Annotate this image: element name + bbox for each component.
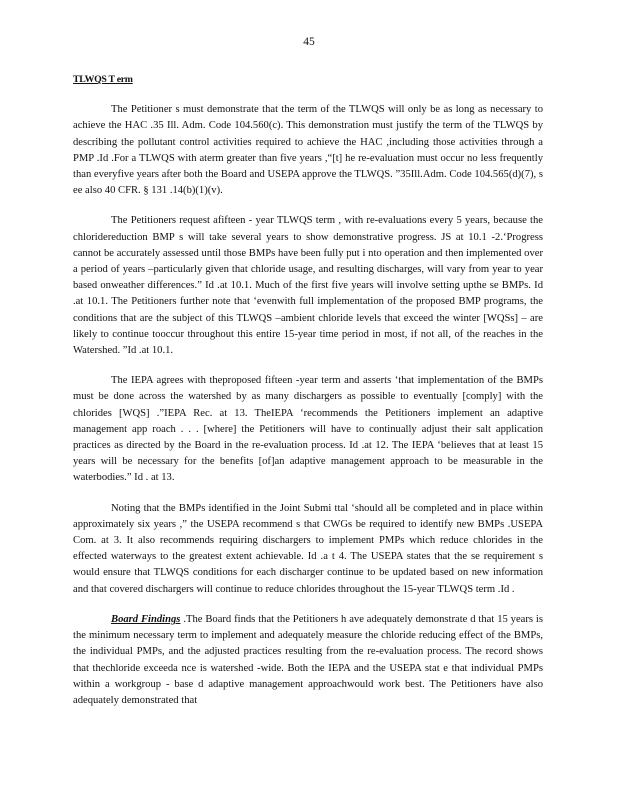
section-heading-text: TLWQS T erm bbox=[73, 74, 133, 85]
paragraph-board-findings bbox=[73, 612, 543, 709]
paragraph-petitioners-request: The Petitioners request afifteen - year TLWQS term , with re-evaluations every 5 years, because the chloridereduction BMP s will take several years to show demonstrative progress. JS at 10.1 -2.‘Progress cannot be accurately assessed until those BMPs have been fully put i nto operation and then implemented over a period of years –particularly given that chloride usage, and resulting discharges, will vary from year to year based onweather differences.” Id .at 10.1. Much of the first five years will involve setting upthe se BMPs. Id .at 10.1. The Petitioners further note that ‘evenwith full implementation of the proposed BMP programs, the conditions that are the subject of this TLWQS –ambient chloride levels that exceed the winter [WQSs] – are likely to continue tooccur throughout this entire 15-year time period in most, if not all, of the reaches in the Watershed. ”Id .at 10.1. bbox=[73, 215, 543, 357]
document-body bbox=[73, 72, 543, 709]
page-number: 45 bbox=[303, 36, 315, 48]
paragraph-term-requirements: The Petitioner s must demonstrate that the term of the TLWQS will only be as long as necessary to achieve the HAC .35 Ill. Adm. Code 104.560(c). This demonstration must justify the term of the TLWQS by describing the pollutant control activities required to achieve the HAC ,including those activities through a PMP .Id .For a TLWQS with aterm greater than five years ,“[t] he re-evaluation must occur no less frequently than everyfive years after both the Board and USEPA approve the TLWQS. ”35Ill.Adm. Code 104.565(d)(7), s ee also 40 CFR. § 131 .14(b)(1)(v). bbox=[73, 104, 543, 197]
section-heading bbox=[73, 72, 543, 88]
board-findings-heading: Board Findings bbox=[111, 613, 181, 625]
board-findings-text: .The Board finds that the Petitioners h ave adequately demonstrate d that 15 years is the minimum necessary term to implement and adequately measure the chloride reducing effect of the BMPs, the individual PMPs, and the adjusted practices resulting from the re-evaluation process. The record shows that thechloride exceeda nce is watershed -wide. Both the IEPA and the USEPA stat e that individual PMPs within a workgroup - base d adaptive management approachwould work best. The Petitioners have also adequately demonstrated that bbox=[73, 613, 543, 706]
paragraph-usepa-position: Noting that the BMPs identified in the Joint Submi ttal ‘should all be completed and in place within approximately six years ,” the USEPA recommend s that CWGs be required to identify new BMPs .USEPA Com. at 3. It also recommends requiring dischargers to implement PMPs which reduce chlorides in the effected waterways to the greatest extent achievable. Id .a t 4. The USEPA states that the se requirement s would ensure that TLWQS conditions for each discharger continue to be updated based on new information and that covered dischargers will continue to reduce chlorides throughout the 15-year TLWQS term .Id . bbox=[73, 502, 543, 595]
paragraph-iepa-position: The IEPA agrees with theproposed fifteen -year term and asserts ‘that implementation of the BMPs must be done across the watershed by as many dischargers as possible to eventually [comply] with the chlorides [WQS] .”IEPA Rec. at 13. TheIEPA ‘recommends the Petitioners implement an adaptive management app roach . . . [where] the Petitioners will have to continually adjust their salt application practices as directed by the Board in the re-evaluation process. Id .at 12. The IEPA ‘believes that at least 15 years will be necessary for the benefits [of]an adaptive management approach to be measurable in the waterbodies.” Id . at 13. bbox=[73, 375, 543, 484]
